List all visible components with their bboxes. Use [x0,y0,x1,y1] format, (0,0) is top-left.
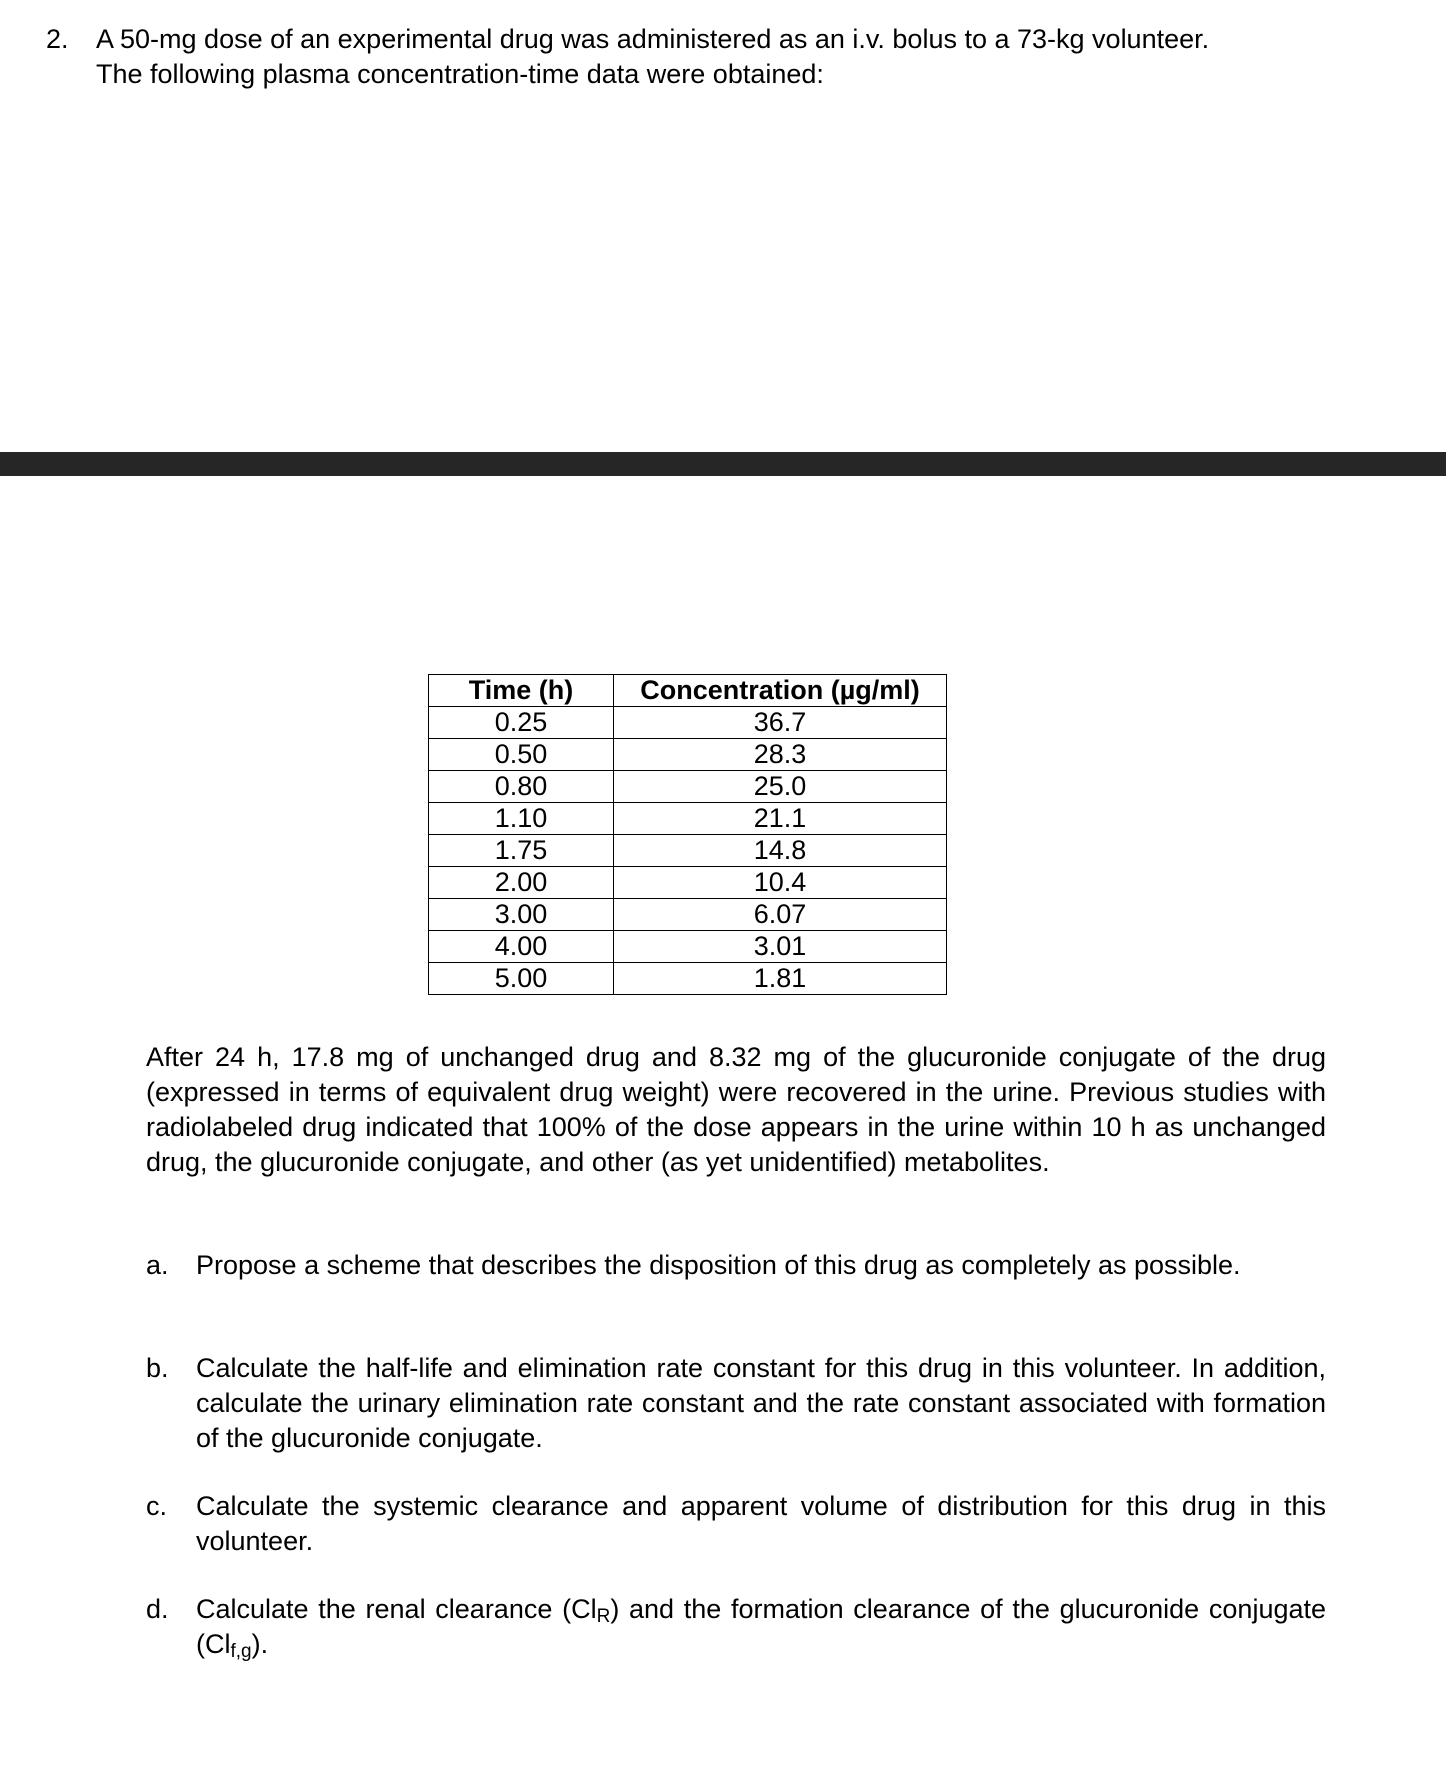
header-concentration: Concentration (µg/ml) [614,675,947,707]
table-row [429,835,947,867]
concentration-cell: 1.81 [614,963,947,995]
dark-divider-bar [0,452,1446,476]
question-text [96,22,1356,92]
concentration-cell: 14.8 [614,835,947,867]
sub-question-label: b. [146,1353,169,1383]
table-header-row [429,675,947,707]
time-cell: 1.10 [429,803,614,835]
sub-question-label: a. [146,1250,169,1280]
text-before: Calculate the renal clearance (Cl [196,1594,597,1624]
time-cell: 0.50 [429,739,614,771]
concentration-time-table [428,674,947,995]
table-row [429,739,947,771]
urine-recovery-paragraph: After 24 h, 17.8 mg of unchanged drug and 8.32 mg of the glucuronide conjugate of the drug (expressed in terms of equivalent drug weight) were recovered in the urine. Previous studies with radiolabeled drug indicated that 100% of the dose appears in the urine within 10 h as unchanged drug, the glucuronide conjugate, and other (as yet unidentified) metabolites. [146,1042,1326,1177]
question-number: 2. [46,24,69,54]
concentration-cell: 36.7 [614,707,947,739]
concentration-cell: 6.07 [614,899,947,931]
sub-question-text: Calculate the half-life and elimination rate constant for this drug in this volunteer. In addition, calculate the urinary elimination rate constant and the rate constant associated with formation of the glucuronide conjugate. [196,1353,1326,1453]
table-row [429,899,947,931]
table-row [429,867,947,899]
time-cell: 1.75 [429,835,614,867]
concentration-cell: 10.4 [614,867,947,899]
concentration-cell: 3.01 [614,931,947,963]
time-cell: 0.80 [429,771,614,803]
concentration-cell: 28.3 [614,739,947,771]
text-middle: ) and the formation clearance of the glucuronide conjugate (Cl [196,1594,1327,1659]
table-row [429,931,947,963]
header-time: Time (h) [429,675,614,707]
time-cell: 0.25 [429,707,614,739]
concentration-cell: 21.1 [614,803,947,835]
table-row [429,803,947,835]
formation-subscript: f,g [230,1641,252,1662]
text-after: ). [251,1629,269,1659]
time-cell: 2.00 [429,867,614,899]
table-row [429,771,947,803]
table-row [429,963,947,995]
time-cell: 3.00 [429,899,614,931]
question-line-1: A 50-mg dose of an experimental drug was administered as an i.v. bolus to a 73-kg volunteer. [96,24,1210,54]
sub-question-text [196,1592,1326,1662]
sub-question-text: Propose a scheme that describes the disposition of this drug as completely as possible. [196,1250,1241,1280]
sub-question-text: Calculate the systemic clearance and apparent volume of distribution for this drug in this volunteer. [196,1491,1326,1556]
sub-question-label: c. [146,1491,168,1521]
renal-subscript: R [596,1606,611,1627]
table-row [429,707,947,739]
question-line-2: The following plasma concentration-time data were obtained: [96,59,824,89]
time-cell: 4.00 [429,931,614,963]
concentration-cell: 25.0 [614,771,947,803]
sub-question-label: d. [146,1594,169,1624]
time-cell: 5.00 [429,963,614,995]
